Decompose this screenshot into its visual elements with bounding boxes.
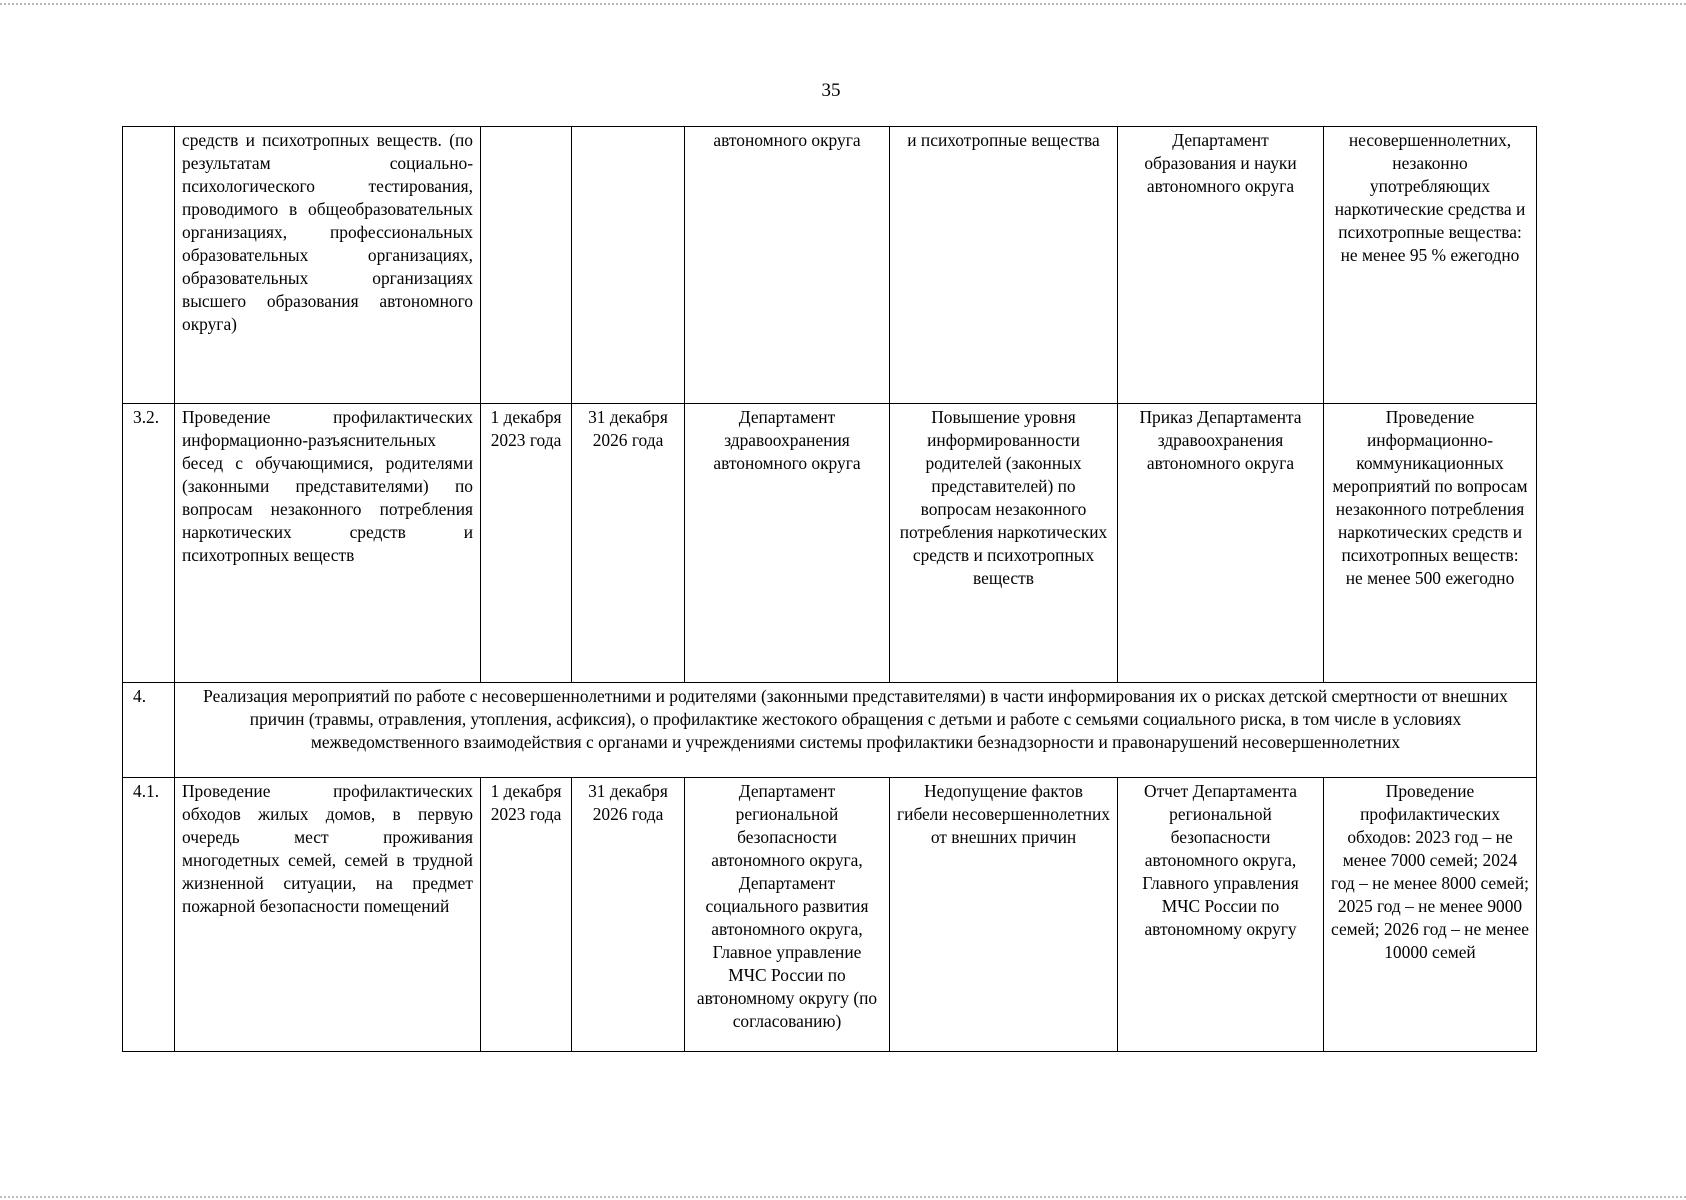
page-number: 35 — [821, 80, 841, 101]
table-row — [123, 404, 1537, 683]
table-row — [123, 127, 1537, 404]
section-title: Реализация мероприятий по работе с несовершеннолетними и родителями (законными представителями) в части информирования их о рисках детской смертности от внешних причин (травмы, отравления, утопления, асфиксия), о профилактике жестокого обращения с детьми и работе с семьями социального риска, в том числе в условиях межведомственного взаимодействия с органами и учреждениями системы профилактики безнадзорности и правонарушений несовершеннолетних — [175, 683, 1537, 778]
row-number — [123, 127, 175, 404]
executor: Департамент региональной безопасности автономного округа, Департамент социального развития автономного округа, Главное управление МЧС России по автономному округу (по согласованию) — [685, 778, 890, 1052]
start-date: 1 декабря 2023 года — [481, 404, 572, 683]
end-date: 31 декабря 2026 года — [572, 404, 685, 683]
start-date — [481, 127, 572, 404]
end-date — [572, 127, 685, 404]
expected-result: Недопущение фактов гибели несовершеннолетних от внешних причин — [890, 778, 1118, 1052]
section-number: 4. — [123, 683, 175, 778]
executor: автономного округа — [685, 127, 890, 404]
row-number: 3.2. — [123, 404, 175, 683]
executor: Департамент здравоохранения автономного округа — [685, 404, 890, 683]
expected-result: Повышение уровня информированности родителей (законных представителей) по вопросам незаконного потребления наркотических средств и психотропных веществ — [890, 404, 1118, 683]
measure-name: Проведение профилактических обходов жилых домов, в первую очередь мест проживания многодетных семей, семей в трудной жизненной ситуации, на предмет пожарной безопасности помещений — [175, 778, 481, 1052]
scan-bottom-edge — [0, 1196, 1686, 1198]
indicator: несовершеннолетних, незаконно употребляющих наркотические средства и психотропные вещества: не менее 95 % ежегодно — [1324, 127, 1537, 404]
indicator: Проведение информационно-коммуникационных мероприятий по вопросам незаконного потребления наркотических средств и психотропных веществ: не менее 500 ежегодно — [1324, 404, 1537, 683]
report-document: Приказ Департамента здравоохранения автономного округа — [1118, 404, 1324, 683]
start-date: 1 декабря 2023 года — [481, 778, 572, 1052]
report-document: Департамент образования и науки автономного округа — [1118, 127, 1324, 404]
row-number: 4.1. — [123, 778, 175, 1052]
scan-top-edge — [0, 3, 1686, 5]
measure-name: средств и психотропных веществ. (по результатам социально-психологического тестирования, проводимого в общеобразовательных организациях, профессиональных образовательных организациях, образовательных организациях высшего образования автономного округа) — [175, 127, 481, 404]
report-document: Отчет Департамента региональной безопасности автономного округа, Главного управления МЧС России по автономному округу — [1118, 778, 1324, 1052]
indicator: Проведение профилактических обходов: 2023 год – не менее 7000 семей; 2024 год – не менее 8000 семей; 2025 год – не менее 9000 семей; 2026 год – не менее 10000 семей — [1324, 778, 1537, 1052]
table-row — [123, 778, 1537, 1052]
section-row — [123, 683, 1537, 778]
end-date: 31 декабря 2026 года — [572, 778, 685, 1052]
measures-table — [122, 126, 1537, 1052]
expected-result: и психотропные вещества — [890, 127, 1118, 404]
measure-name: Проведение профилактических информационно-разъяснительных бесед с обучающимися, родителями (законными представителями) по вопросам незаконного потребления наркотических средств и психотропных веществ — [175, 404, 481, 683]
